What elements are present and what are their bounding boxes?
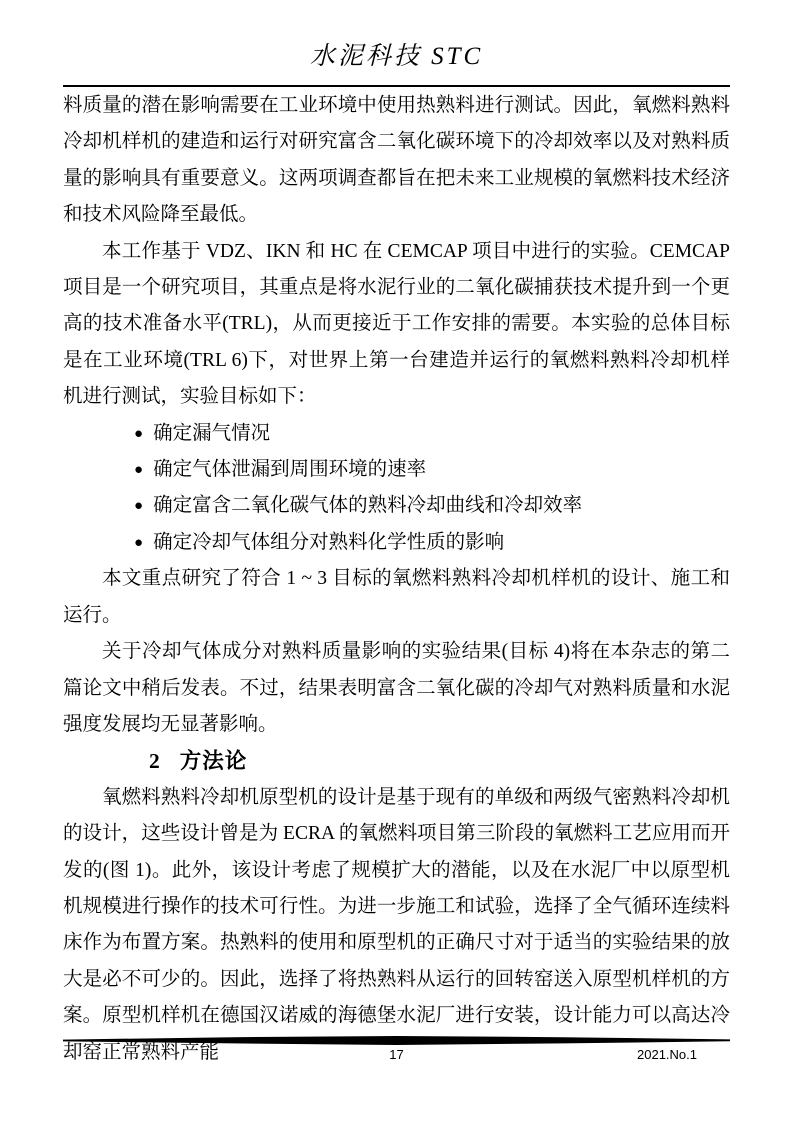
list-item [63, 416, 730, 452]
objective-text: 确定气体泄漏到周围环境的速率 [153, 459, 427, 481]
objective-text: 确定漏气情况 [153, 422, 271, 444]
paragraph-scope: 本文重点研究了符合 1 ~ 3 目标的氧燃料熟料冷却机样机的设计、施工和运行。 [63, 568, 730, 626]
page-number: 17 [389, 1047, 404, 1062]
header-rule [63, 85, 730, 87]
section-title: 方法论 [179, 749, 248, 774]
paragraph-cemcap: 本工作基于 VDZ、IKN 和 HC 在 CEMCAP 项目中进行的实验。CEMCAP 项目是一个研究项目，其重点是将水泥行业的二氧化碳捕获技术提升到一个更高的技术准备水平(TRL)，从而更接近于工作安排的需要。本实验的总体目标是在工业环境(TRL 6)下，对世界上第一台建造并运行的氧燃料熟料冷却机样机进行测试，实验目标如下： [63, 240, 730, 408]
list-item [63, 452, 730, 488]
objective-text: 确定富含二氧化碳气体的熟料冷却曲线和冷却效率 [153, 495, 583, 517]
section-number: 2 [149, 749, 160, 774]
bullet-icon: ● [134, 498, 144, 515]
issue-label: 2021.No.1 [637, 1047, 697, 1062]
list-item [63, 525, 730, 561]
objective-text: 确定冷却气体组分对熟料化学性质的影响 [153, 531, 505, 553]
paragraph-results-note: 关于冷却气体成分对熟料质量影响的实验结果(目标 4)将在本杂志的第二篇论文中稍后发表。不过，结果表明富含二氧化碳的冷却气对熟料质量和水泥强度发展均无显著影响。 [63, 641, 730, 735]
list-item [63, 488, 730, 524]
paragraph-continuation: 料质量的潜在影响需要在工业环境中使用热熟料进行测试。因此，氧燃料熟料冷却机样机的建造和运行对研究富含二氧化碳环境下的冷却效率以及对熟料质量的影响具有重要意义。这两项调查都旨在把未来工业规模的氧燃料技术经济和技术风险降至最低。 [63, 95, 730, 226]
bullet-icon: ● [134, 462, 144, 479]
section-heading-methodology [63, 743, 730, 779]
footer-rule-ornament [63, 1036, 730, 1045]
bullet-icon: ● [134, 425, 144, 442]
bullet-icon: ● [134, 534, 144, 551]
objectives-list [63, 416, 730, 562]
journal-title: 水泥科技 STC [309, 43, 484, 70]
paragraph-methodology: 氧燃料熟料冷却机原型机的设计是基于现有的单级和两级气密熟料冷却机的设计，这些设计曾是为 ECRA 的氧燃料项目第三阶段的氧燃料工艺应用而开发的(图 1)。此外，该设计考虑了规模扩大的潜能，以及在水泥厂中以原型机机规模进行操作的技术可行性。为进一步施工和试验，选择了全气循环连续料床作为布置方案。热熟料的使用和原型机的正确尺寸对于适当的实验结果的放大是必不可少的。因此，选择了将热熟料从运行的回转窑送入原型机样机的方案。原型机样机在德国汉诺威的海德堡水泥厂进行安装，设计能力可以高达冷却窑正常熟料产能 [63, 786, 730, 1063]
